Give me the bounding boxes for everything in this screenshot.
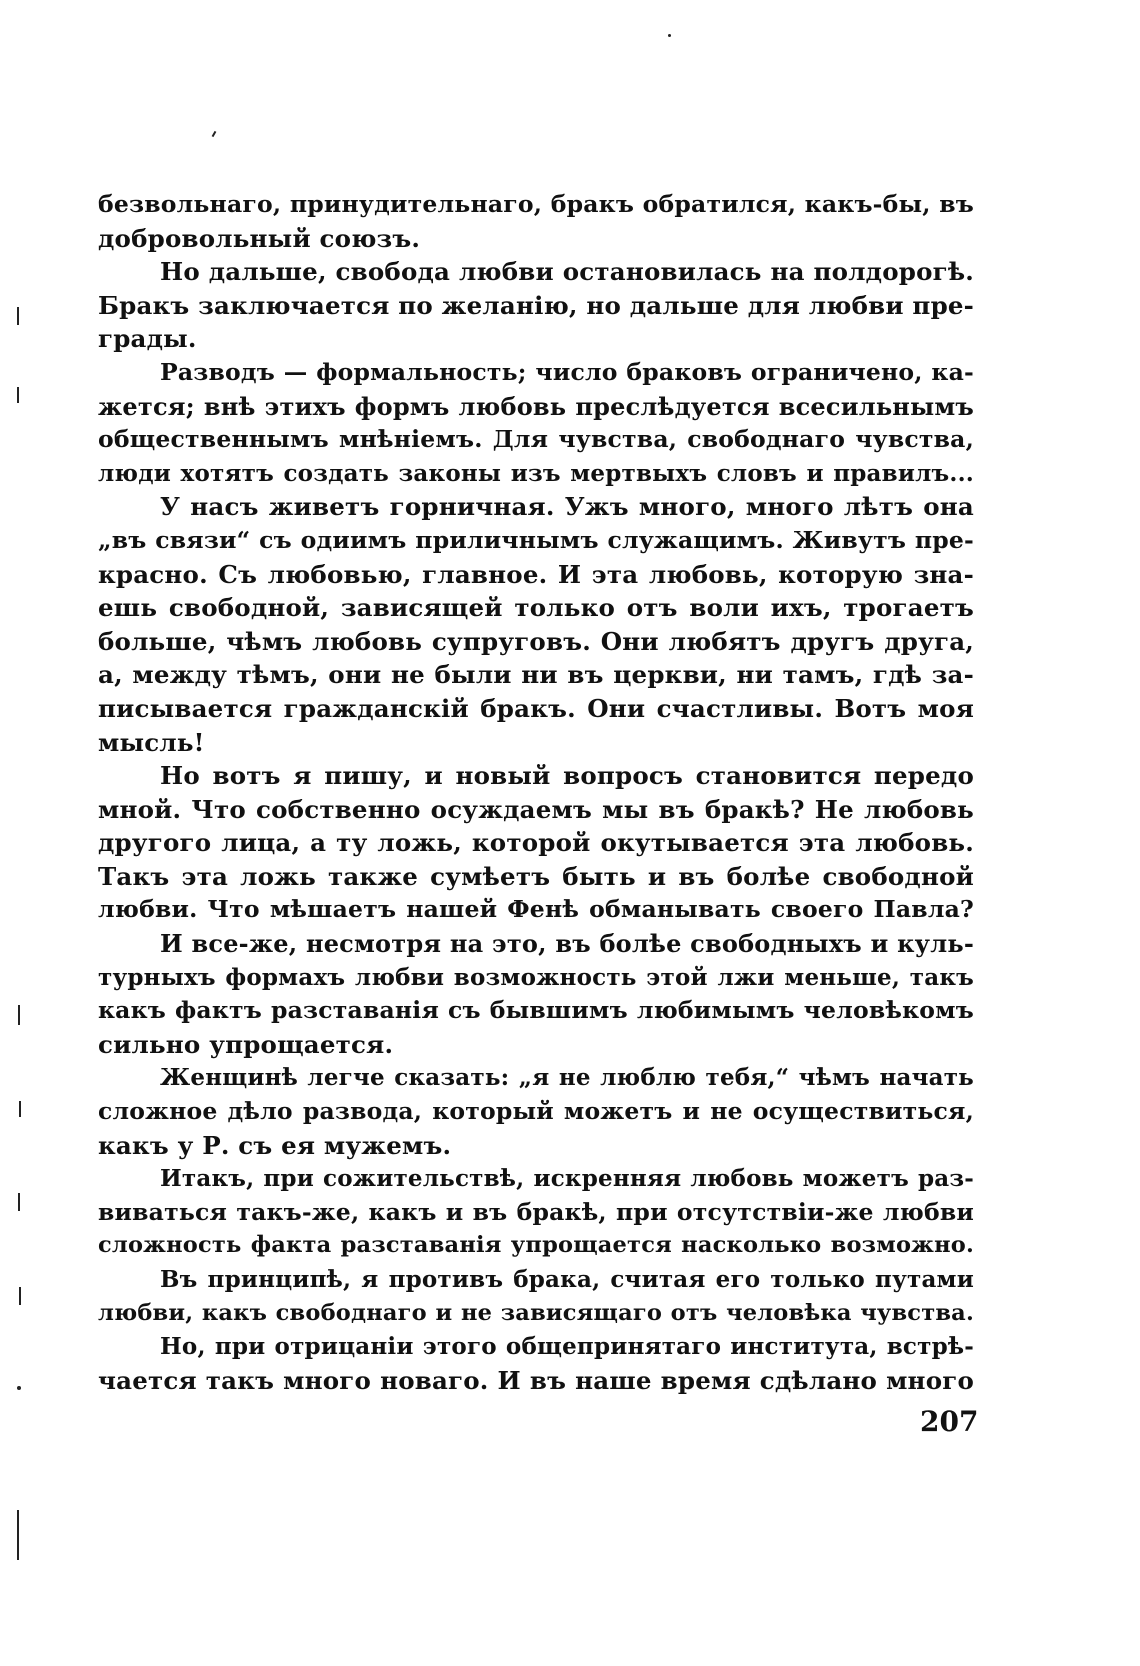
text-line: безвольнаго, принудительнаго, бракъ обратился, какъ-бы, въ xyxy=(98,190,974,218)
text-line: грады. xyxy=(98,324,197,354)
margin-mark xyxy=(17,387,19,403)
text-line: Но вотъ я пишу, и новый вопросъ становится передо xyxy=(160,761,974,791)
margin-mark xyxy=(17,1510,19,1560)
text-line: Разводъ — формальность; число браковъ ограничено, ка- xyxy=(160,357,974,386)
text-line: какъ фактъ разставанія съ бывшимъ любимымъ человѣкомъ xyxy=(98,996,974,1025)
text-line: У насъ живетъ горничная. Ужъ много, много лѣтъ она xyxy=(160,492,974,522)
text-line: писывается гражданскій бракъ. Они счастливы. Вотъ моя xyxy=(98,693,974,723)
text-line: другого лица, а ту ложь, которой окутывается эта любовь. xyxy=(98,828,974,858)
margin-mark xyxy=(19,1101,21,1117)
text-line: любви. Что мѣшаетъ нашей Фенѣ обманывать своего Павла? xyxy=(98,895,974,924)
text-line: добровольный союзъ. xyxy=(98,223,421,253)
text-line: жется; внѣ этихъ формъ любовь преслѣдуется всесильнымъ xyxy=(98,391,974,421)
text-line: любви, какъ свободнаго и не зависящаго отъ человѣка чувства. xyxy=(98,1299,974,1326)
page-number: 207 xyxy=(920,1405,979,1438)
margin-mark xyxy=(18,1193,20,1211)
text-line: Итакъ, при сожительствѣ, искренняя любовь можетъ раз- xyxy=(160,1165,974,1193)
text-line: красно. Съ любовью, главное. И эта любовь, которую зна- xyxy=(98,559,974,589)
margin-mark xyxy=(17,307,19,325)
margin-mark xyxy=(19,1287,21,1305)
scan-speck xyxy=(17,1386,21,1390)
scan-speck xyxy=(668,34,671,37)
text-line: Бракъ заключается по желанію, но дальше для любви пре- xyxy=(98,290,974,320)
text-line: мной. Что собственно осуждаемъ мы въ бракѣ? Не любовь xyxy=(98,794,974,824)
text-line: Въ принципѣ, я противъ брака, считая его только путами xyxy=(160,1266,974,1293)
margin-mark xyxy=(18,1005,20,1025)
text-line: больше, чѣмъ любовь супруговъ. Они любятъ другъ друга, xyxy=(98,626,974,656)
text-line: люди хотятъ создать законы изъ мертвыхъ словъ и правилъ... xyxy=(98,459,974,487)
text-line: какъ у Р. съ ея мужемъ. xyxy=(98,1130,452,1160)
text-line: Женщинѣ легче сказать: „я не люблю тебя,“ чѣмъ начать xyxy=(160,1064,974,1092)
text-line: И все-же, несмотря на это, въ болѣе свободныхъ и куль- xyxy=(160,929,974,959)
text-line: а, между тѣмъ, они не были ни въ церкви, ни тамъ, гдѣ за- xyxy=(98,660,974,690)
text-line: сильно упрощается. xyxy=(98,1029,394,1059)
body-text xyxy=(98,188,974,1397)
text-line: Но, при отрицаніи этого общепринятаго института, встрѣ- xyxy=(160,1333,974,1361)
text-line: Но дальше, свобода любви остановилась на полдорогѣ. xyxy=(160,257,974,287)
text-line: „въ связи“ съ одиимъ приличнымъ служащимъ. Живутъ пре- xyxy=(98,525,974,554)
text-line: виваться такъ-же, какъ и въ бракѣ, при отсутствіи-же любви xyxy=(98,1197,974,1226)
text-line: чается такъ много новаго. И въ наше время сдѣлано много xyxy=(98,1365,974,1395)
text-line: сложность факта разставанія упрощается насколько возможно. xyxy=(98,1232,974,1259)
text-line: турныхъ формахъ любви возможность этой лжи меньше, такъ xyxy=(98,963,974,991)
text-line: ешь свободной, зависящей только отъ воли ихъ, трогаетъ xyxy=(98,593,974,623)
text-line: сложное дѣло развода, который можетъ и не осуществиться, xyxy=(98,1097,974,1126)
text-line: Такъ эта ложь также сумѣетъ быть и въ болѣе свободной xyxy=(98,861,974,891)
text-line: общественнымъ мнѣніемъ. Для чувства, свободнаго чувства, xyxy=(98,425,974,454)
text-line: мысль! xyxy=(98,727,205,757)
scan-speck xyxy=(212,131,217,137)
